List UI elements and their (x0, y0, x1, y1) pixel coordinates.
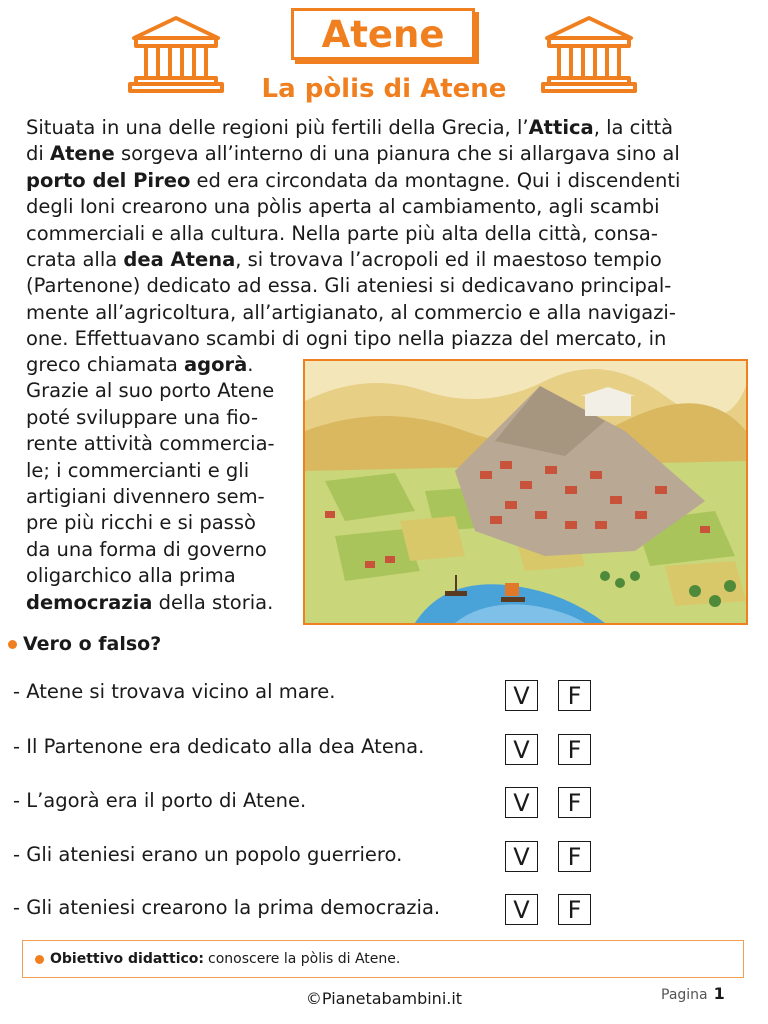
text-line: (Partenone) dedicato ad essa. Gli ateniesi si dedicavano principal- (26, 274, 672, 298)
text-line: mente all’agricoltura, all’artigianato, al commercio e alla navigazi- (26, 300, 676, 324)
quiz-question: - L’agorà era il porto di Atene. (13, 789, 307, 812)
text-line: artigiani divennero sem- (26, 485, 265, 509)
page-title-box (291, 8, 475, 60)
side-paragraph (26, 352, 306, 616)
quiz-question: - Gli ateniesi erano un popolo guerriero. (13, 843, 403, 866)
text-line: democrazia della storia. (26, 590, 274, 614)
text-line: porto del Pireo ed era circondata da montagne. Qui i discendenti (26, 168, 681, 192)
text-line: di Atene sorgeva all’interno di una pianura che si allargava sino al (26, 142, 680, 166)
false-box[interactable]: F (558, 734, 591, 765)
text-line: Grazie al suo porto Atene (26, 379, 275, 403)
false-box[interactable]: F (558, 787, 591, 818)
text-line: degli Ioni crearono una pòlis aperta al cambiamento, agli scambi (26, 195, 660, 219)
page-number: 1 (713, 984, 725, 1003)
athens-illustration (303, 359, 748, 625)
intro-paragraph (26, 115, 750, 353)
text-line: crata alla dea Atena, si trovava l’acropoli ed il maestoso tempio (26, 248, 662, 272)
true-box[interactable]: V (505, 787, 538, 818)
objective-text: conoscere la pòlis di Atene. (208, 951, 401, 967)
false-box[interactable]: F (558, 894, 591, 925)
text-line: rente attività commercia- (26, 432, 275, 456)
bullet-icon (8, 640, 17, 649)
true-box[interactable]: V (505, 734, 538, 765)
text-line: le; i commercianti e gli (26, 458, 250, 482)
false-box[interactable]: F (558, 680, 591, 711)
quiz-question: - Atene si trovava vicino al mare. (13, 680, 336, 703)
page-subtitle: La pòlis di Atene (261, 74, 507, 104)
text-line: poté sviluppare una fio- (26, 405, 259, 429)
objective-label: Obiettivo didattico: (50, 951, 205, 967)
text-line: one. Effettuavano scambi di ogni tipo nella piazza del mercato, in (26, 327, 667, 351)
text-line: commerciali e alla cultura. Nella parte più alta della città, consa- (26, 221, 658, 245)
quiz-heading-text: Vero o falso? (23, 633, 162, 655)
text-line: Situata in una delle regioni più fertili della Grecia, l’Attica, la città (26, 116, 674, 139)
bullet-icon (35, 955, 44, 964)
text-line: da una forma di governo (26, 537, 267, 561)
quiz-question: - Il Partenone era dedicato alla dea Atena. (13, 735, 425, 758)
true-box[interactable]: V (505, 680, 538, 711)
true-box[interactable]: V (505, 894, 538, 925)
text-line: oligarchico alla prima (26, 564, 236, 588)
page-label: Pagina (661, 987, 708, 1003)
quiz-heading (8, 633, 161, 655)
text-line: greco chiamata agorà. (26, 353, 254, 376)
page-title: Atene (321, 12, 445, 56)
text-line: pre più ricchi e si passò (26, 511, 256, 535)
true-box[interactable]: V (505, 841, 538, 872)
page-indicator (661, 984, 725, 1003)
site-credit: ©Pianetabambini.it (305, 989, 463, 1008)
false-box[interactable]: F (558, 841, 591, 872)
quiz-question: - Gli ateniesi crearono la prima democrazia. (13, 896, 441, 919)
objective-box (22, 940, 744, 978)
